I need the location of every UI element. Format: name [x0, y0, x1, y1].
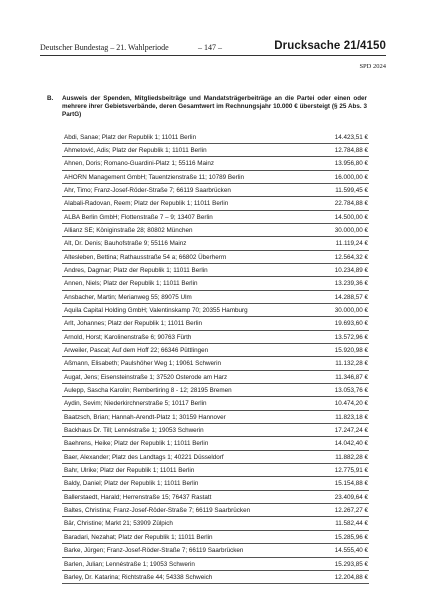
donor-name: AHORN Management GmbH; Tauentzienstraße 11; 10789 Berlin	[64, 173, 245, 181]
donor-row	[62, 357, 369, 370]
donor-name: Abdi, Sanae; Platz der Republik 1; 11011 Berlin	[64, 133, 197, 141]
donation-amount: 17.247,24 €	[334, 427, 368, 435]
party-label: SPD 2024	[359, 63, 386, 70]
donation-amount: 14.423,51 €	[334, 133, 368, 141]
donation-amount: 23.409,64 €	[334, 493, 368, 501]
donor-name: Ahr, Timo; Franz-Josef-Röder-Straße 7; 66119 Saarbrücken	[64, 186, 231, 194]
header-rule	[40, 55, 386, 56]
donor-name: Baradari, Nezahat; Platz der Republik 1; 11011 Berlin	[64, 533, 213, 541]
donor-row	[62, 397, 369, 410]
donation-amount: 11.882,28 €	[335, 453, 368, 461]
donor-row	[62, 277, 369, 290]
donor-name: Annen, Niels; Platz der Republik 1; 11011 Berlin	[64, 280, 198, 288]
donor-name: Ballerstaedt, Harald; Herrenstraße 15; 76437 Rastatt	[64, 493, 212, 501]
donor-row	[62, 144, 369, 157]
donor-name: Baehrens, Heike; Platz der Republik 1; 11011 Berlin	[64, 440, 209, 448]
donor-row	[62, 264, 369, 277]
donation-amount: 11.582,44 €	[335, 520, 368, 528]
donation-amount: 13.053,76 €	[334, 387, 368, 395]
donation-amount: 13.956,80 €	[334, 160, 368, 168]
donor-name: Arlt, Johannes; Platz der Republik 1; 11011 Berlin	[64, 320, 203, 328]
donor-row	[62, 491, 369, 504]
donor-row	[62, 184, 369, 197]
donation-amount: 12.775,91 €	[334, 467, 368, 475]
donor-row	[62, 224, 369, 237]
donor-name: Barlen, Julian; Lennéstraße 1; 19053 Schwerin	[64, 560, 195, 568]
donation-amount: 11.823,18 €	[335, 413, 368, 421]
donation-amount: 14.042,40 €	[334, 440, 368, 448]
donor-table	[62, 131, 369, 585]
donation-amount: 13.572,96 €	[334, 333, 368, 341]
donor-name: Baldy, Daniel; Platz der Republik 1; 11011 Berlin	[64, 480, 199, 488]
donation-amount: 11.599,45 €	[335, 186, 368, 194]
donor-name: Augat, Jens; Eisensteinstraße 1; 37520 Osterode am Harz	[64, 373, 228, 381]
donor-row	[62, 477, 369, 490]
donor-name: Alt, Dr. Denis; Bauhofstraße 9; 55116 Mainz	[64, 240, 187, 248]
donor-name: Barke, Jürgen; Franz-Josef-Röder-Straße 7; 66119 Saarbrücken	[64, 547, 244, 555]
donation-amount: 14.288,57 €	[334, 293, 368, 301]
section-heading	[47, 95, 367, 119]
donation-amount: 10.234,89 €	[334, 266, 368, 274]
donation-amount: 13.239,36 €	[334, 280, 368, 288]
donor-name: Andres, Dagmar; Platz der Republik 1; 11011 Berlin	[64, 266, 208, 274]
donation-amount: 16.000,00 €	[334, 173, 368, 181]
donor-row	[62, 251, 369, 264]
donor-name: Alabali-Radovan, Reem; Platz der Republik 1; 11011 Berlin	[64, 200, 229, 208]
donation-amount: 14.555,40 €	[334, 547, 368, 555]
donor-row	[62, 437, 369, 450]
section-title: Ausweis der Spenden, Mitgliedsbeiträge und Mandatsträgerbeiträge an die Partei oder einen oder mehrere ihrer Gebietsverbände, deren Gesamtwert im Rechnungsjahr 10.000 € übersteigt (§ 25 Abs. 3 PartG)	[62, 95, 367, 119]
donor-row	[62, 317, 369, 330]
donor-name: Altesleben, Bettina; Rathausstraße 54 a; 66802 Überherrn	[64, 253, 227, 261]
donation-amount: 22.784,88 €	[334, 200, 368, 208]
donor-row	[62, 197, 369, 210]
donor-name: Backhaus Dr. Till; Lennéstraße 1; 19053 Schwerin	[64, 427, 204, 435]
donor-row	[62, 531, 369, 544]
donor-row	[62, 331, 369, 344]
donor-row	[62, 131, 369, 144]
page-number: – 147 –	[198, 43, 222, 52]
donor-name: Aquila Capital Holding GmbH; Valentinskamp 70; 20355 Hamburg	[64, 306, 248, 314]
donor-row	[62, 558, 369, 571]
donation-amount: 15.154,88 €	[334, 480, 368, 488]
donation-amount: 30.000,00 €	[334, 226, 368, 234]
donor-row	[62, 291, 369, 304]
donor-row	[62, 344, 369, 357]
donor-name: Allianz SE; Königinstraße 28; 80802 München	[64, 226, 193, 234]
donor-row	[62, 371, 369, 384]
donor-row	[62, 384, 369, 397]
donor-name: Aulepp, Sascha Karolin; Rembertiring 8 - 12; 28195 Bremen	[64, 387, 232, 395]
donor-row	[62, 237, 369, 250]
donor-name: Baer, Alexander; Platz des Landtags 1; 40221 Düsseldorf	[64, 453, 224, 461]
page-header	[40, 40, 386, 54]
donation-amount: 12.204,88 €	[334, 573, 368, 581]
donor-row	[62, 171, 369, 184]
donor-row	[62, 544, 369, 557]
donation-amount: 11.132,28 €	[335, 360, 368, 368]
donor-name: Bär, Christine; Markt 21; 53909 Zülpich	[64, 520, 173, 528]
donation-amount: 12.784,88 €	[334, 146, 368, 154]
donation-amount: 15.293,85 €	[334, 560, 368, 568]
donor-name: Barley, Dr. Katarina; Richtstraße 44; 54338 Schweich	[64, 573, 213, 581]
donor-name: Baltes, Christina; Franz-Josef-Röder-Straße 7; 66119 Saarbrücken	[64, 507, 251, 515]
donor-row	[62, 571, 369, 584]
donor-row	[62, 424, 369, 437]
donor-row	[62, 517, 369, 530]
donation-amount: 12.564,32 €	[334, 253, 368, 261]
donation-amount: 30.000,00 €	[334, 306, 368, 314]
donor-name: Ahnen, Doris; Romano-Guardini-Platz 1; 55116 Mainz	[64, 160, 215, 168]
donor-row	[62, 451, 369, 464]
donor-name: Aßmann, Elisabeth; Paulshöher Weg 1; 19061 Schwerin	[64, 360, 222, 368]
donor-row	[62, 504, 369, 517]
donation-amount: 15.920,98 €	[334, 347, 368, 354]
donor-name: Baatzsch, Brian; Hannah-Arendt-Platz 1; 30159 Hannover	[64, 413, 226, 421]
donor-name: Aydin, Sevim; Niederkirchnerstraße 5; 10117 Berlin	[64, 400, 207, 408]
donation-amount: 11.346,87 €	[335, 373, 368, 381]
donation-amount: 10.474,20 €	[334, 400, 368, 408]
donor-row	[62, 464, 369, 477]
donor-row	[62, 411, 369, 424]
donor-row	[62, 211, 369, 224]
donor-row	[62, 157, 369, 170]
donor-row	[62, 304, 369, 317]
donation-amount: 12.267,27 €	[334, 507, 368, 515]
donor-name: Arnold, Horst; Karolinenstraße 6; 90763 Fürth	[64, 333, 192, 341]
donation-amount: 14.500,00 €	[334, 213, 368, 221]
publication-title: Deutscher Bundestag – 21. Wahlperiode	[40, 43, 169, 52]
donor-name: Bahr, Ulrike; Platz der Republik 1; 11011 Berlin	[64, 467, 195, 475]
donor-name: Ansbacher, Martin; Merianweg 55; 89075 Ulm	[64, 293, 192, 301]
donor-name: Arweiler, Pascal; Auf dem Hoff 22; 66346 Püttlingen	[64, 347, 209, 354]
document-number: Drucksache 21/4150	[274, 40, 386, 52]
donor-name: Ahmetović, Adis; Platz der Republik 1; 11011 Berlin	[64, 146, 207, 154]
donor-name: ALBA Berlin GmbH; Flottenstraße 7 – 9; 13407 Berlin	[64, 213, 213, 221]
donation-amount: 15.285,96 €	[334, 533, 368, 541]
section-letter: B.	[47, 95, 54, 102]
donation-amount: 11.119,24 €	[335, 240, 368, 248]
donation-amount: 19.693,60 €	[334, 320, 368, 328]
